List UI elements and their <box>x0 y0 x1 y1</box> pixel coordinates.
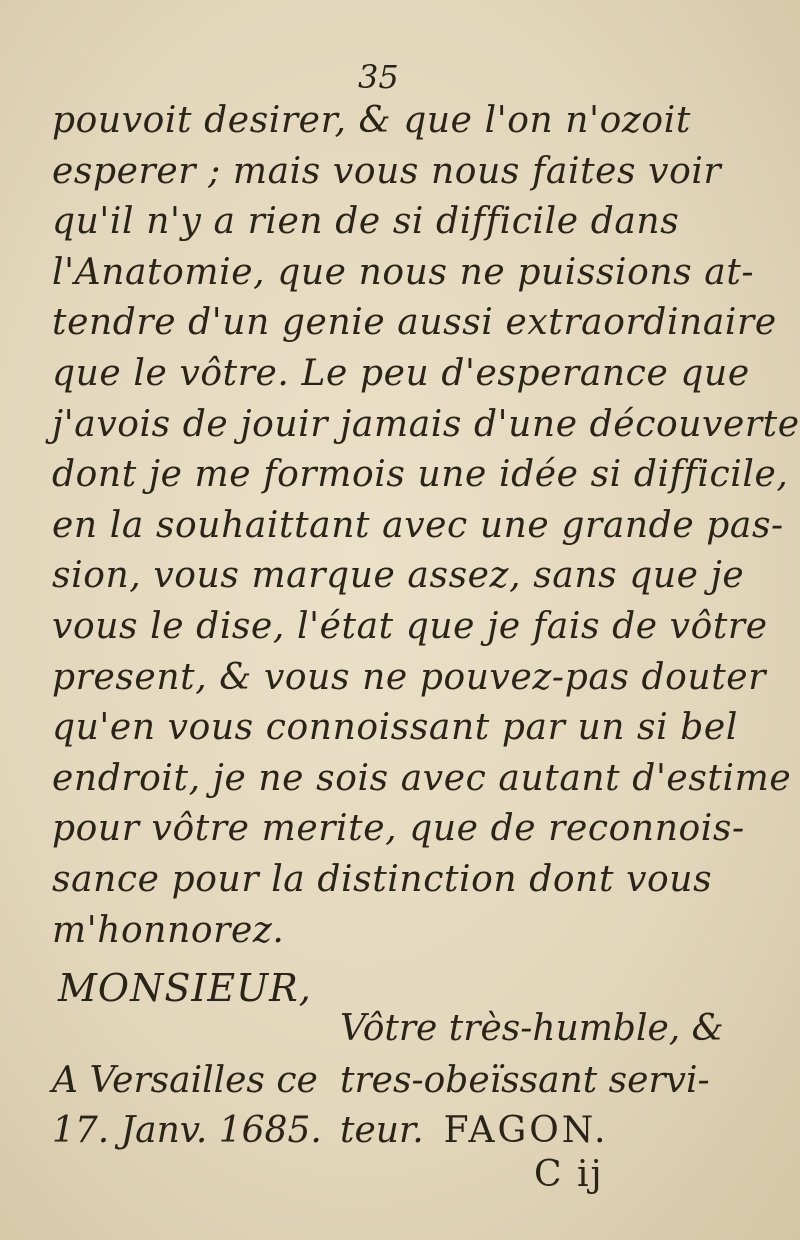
text-line-3: qu'il n'y a rien de si difficile dans <box>52 201 680 243</box>
text-line-9: en la souhaittant avec une grande pas- <box>52 504 784 546</box>
text-line-15: pour vôtre merite, que de reconnois- <box>52 808 745 850</box>
text-line-14: endroit, je ne sois avec autant d'estime <box>52 757 792 799</box>
closing-line-1: Vôtre très-humble, & <box>340 1008 724 1049</box>
text-line-8: dont je me formois une idée si difficile, <box>52 454 789 496</box>
closing-line-3 <box>340 1110 608 1151</box>
signature: FAGON. <box>443 1110 609 1151</box>
text-line-2: esperer ; mais vous nous faites voir <box>52 150 722 192</box>
place-date: A Versailles ce <box>52 1060 318 1101</box>
signature-mark: C ij <box>534 1154 604 1195</box>
text-line-7: j'avois de jouir jamais d'une découverte <box>52 403 800 445</box>
text-line-1: pouvoit desirer, & que l'on n'ozoit <box>52 100 691 141</box>
closing-row-2 <box>52 1060 722 1108</box>
text-line-17: m'honnorez. <box>52 909 285 951</box>
text-line-13: qu'en vous connoissant par un si bel <box>52 707 738 749</box>
letter-body <box>52 96 800 956</box>
text-line-6: que le vôtre. Le peu d'esperance que <box>52 352 750 394</box>
text-line-11: vous le dise, l'état que je fais de vôtre <box>52 605 768 647</box>
closing-row-1 <box>52 1008 722 1056</box>
text-line-10: sion, vous marque assez, sans que je <box>52 555 745 597</box>
text-line-5: tendre d'un genie aussi extraordinaire <box>52 302 777 344</box>
closing-row-3 <box>52 1110 722 1158</box>
closing-line-2: tres-obeïssant servi- <box>340 1060 710 1101</box>
letter-date: 17. Janv. 1685. <box>52 1110 322 1151</box>
text-line-4: l'Anatomie, que nous ne puissions at- <box>52 251 755 293</box>
text-line-16: sance pour la distinction dont vous <box>52 858 713 900</box>
text-line-12: present, & vous ne pouvez-pas douter <box>52 656 767 698</box>
closing-line-3-text: teur. <box>340 1110 424 1151</box>
salutation: MONSIEUR, <box>58 966 312 1010</box>
page-number: 35 <box>358 58 399 96</box>
